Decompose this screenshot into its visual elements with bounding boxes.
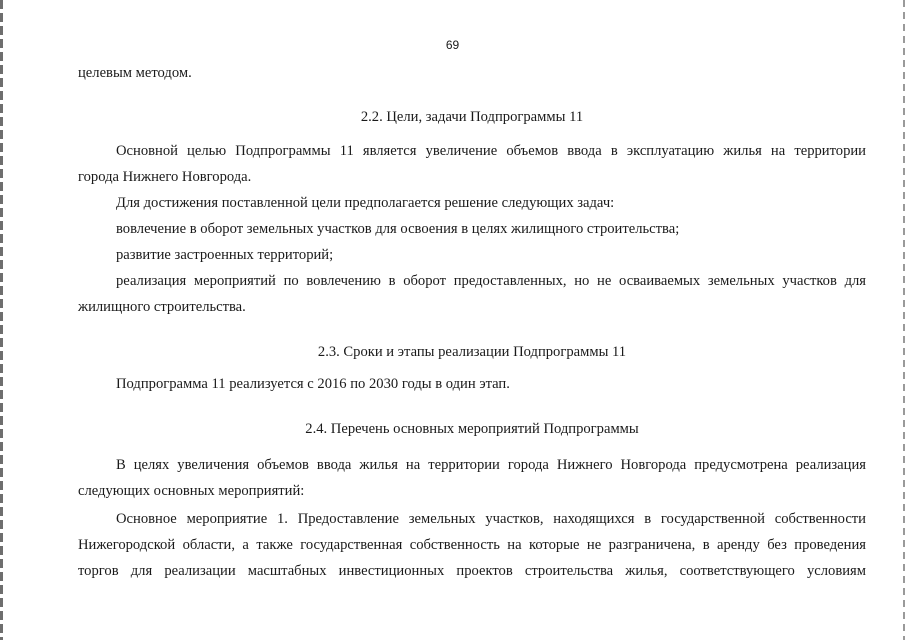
measures-intro-line: В целях увеличения объемов ввода жилья на территории города Нижнего Новгорода предусмотрена реализация: [116, 457, 866, 473]
measure-1-line: Основное мероприятие 1. Предоставление земельных участков, находящихся в государственной собственности: [116, 511, 866, 527]
task-item: развитие застроенных территорий;: [116, 247, 334, 263]
tasks-intro: Для достижения поставленной цели предполагается решение следующих задач:: [116, 195, 615, 211]
measures-intro-line: следующих основных мероприятий:: [78, 483, 305, 499]
section-heading-2-3: 2.3. Сроки и этапы реализации Подпрограммы 11: [317, 344, 627, 360]
measure-1-line: торгов для реализации масштабных инвестиционных проектов строительства жилья, соответствующего условиям: [78, 563, 866, 579]
goal-paragraph-line: Основной целью Подпрограммы 11 является увеличение объемов ввода в эксплуатацию жилья на территории: [116, 143, 866, 159]
paragraph-tail: целевым методом.: [78, 65, 192, 81]
task-item: реализация мероприятий по вовлечению в оборот предоставленных, но не осваиваемых земельных участков для: [116, 273, 866, 289]
goal-paragraph-line: города Нижнего Новгорода.: [78, 169, 252, 185]
timeline-paragraph: Подпрограмма 11 реализуется с 2016 по 2030 годы в один этап.: [116, 376, 510, 392]
page-number: 69: [445, 38, 460, 52]
task-item: вовлечение в оборот земельных участков для освоения в целях жилищного строительства;: [116, 221, 680, 237]
task-item-continuation: жилищного строительства.: [78, 299, 246, 315]
scan-edge-left: [0, 0, 3, 640]
section-heading-2-2: 2.2. Цели, задачи Подпрограммы 11: [360, 109, 584, 125]
section-heading-2-4: 2.4. Перечень основных мероприятий Подпрограммы: [305, 421, 639, 437]
measure-1-line: Нижегородской области, а также государственная собственность на которые не разграничена, в аренду без проведения: [78, 537, 866, 553]
